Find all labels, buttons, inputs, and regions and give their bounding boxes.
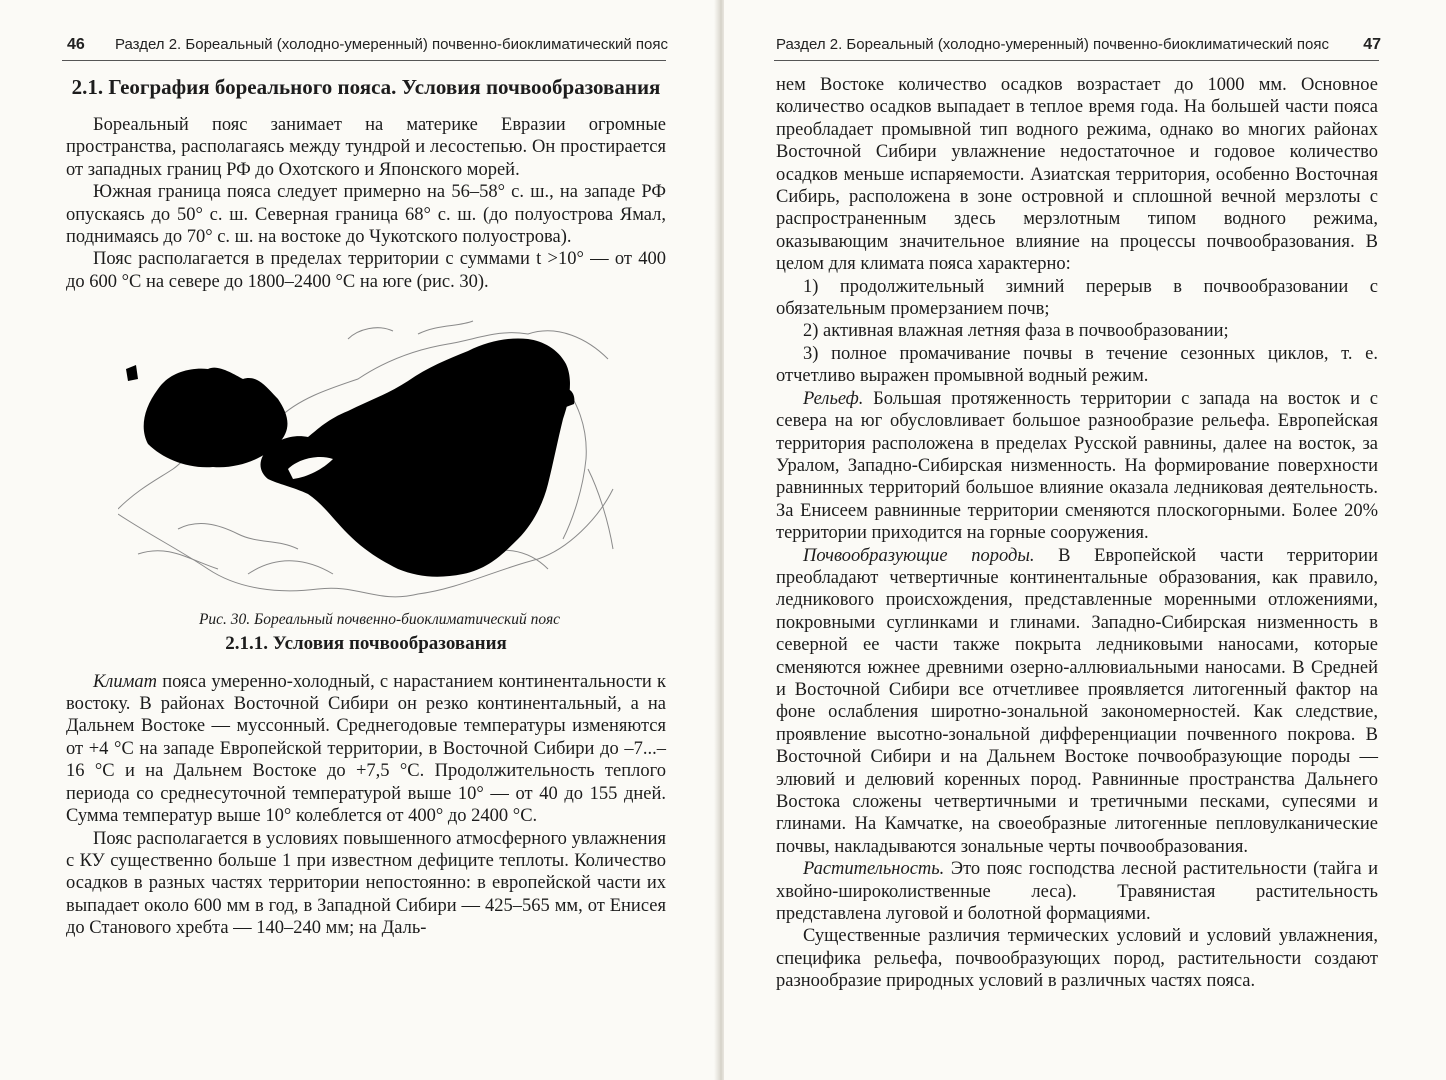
vegetation-lead: Растительность. [803, 859, 945, 880]
climate-text: пояса умеренно-холодный, с нарастанием континентальности к востоку. В районах Восточной Сибири он резко континентальный, а на Дальнем Востоке — муссонный. Среднегодовые температуры изменяются от +4 °С на западе Европейской территории, в Восточной Сибири до –7...–16 °С и на Дальнем Востоке до +7,5 °С. Продолжительность теплого периода со среднесуточной температурой выше 10° — от 40 до 155 дней. Сумма температур выше 10° колеблется от 400° до 2400 °С. [66, 671, 666, 827]
climate-lead: Климат [93, 671, 158, 692]
right-paragraph-final: Существенные различия термических условий и условий увлажнения, специфика рельефа, почвообразующих пород, растительности создают разнообразие природных условий в различных частях пояса. [776, 926, 1378, 992]
left-text-column [66, 74, 666, 940]
right-running-title: Раздел 2. Бореальный (холодно-умеренный) почвенно-биоклиматический пояс [776, 36, 1330, 53]
figure-caption: Рис. 30. Бореальный почвенно-биоклиматический пояс [198, 611, 561, 629]
left-paragraph-1: Бореальный пояс занимает на материке Евразии огромные пространства, располагаясь между тундрой и лесостепью. Он простирается от западных границ РФ до Охотского и Японского морей. [66, 115, 666, 180]
climate-list-item-2: 2) активная влажная летняя фаза в почвообразовании; [803, 321, 1229, 342]
right-page-number: 47 [1363, 36, 1381, 53]
rocks-lead: Почвообразующие породы. [803, 545, 1035, 566]
left-page-number: 46 [67, 36, 85, 53]
relief-lead: Рельеф. [803, 388, 864, 409]
rocks-text: В Европейской части территории преобладают четвертичные континентальные образования, как правило, ледникового происхождения, представленные моренными отложениями, покровными суглинками и глинами. Западно-Сибирская низменность в северной ее части также покрыта ледниковыми наносами, которые сменяются южнее древними озерно-аллювиальными наносами. В Средней и Восточной Сибири все отчетливее проявляется литогенный фактор на фоне ослабления широтно-зональной закономерностей. Как следствие, проявление высотно-зональной дифференциации почвенного покрова. В Восточной Сибири и на Дальнем Востоке почвообразующие породы — элювий и делювий коренных пород. Равнинные пространства Дальнего Востока сложены четвертичными и третичными песками, супесями и глинами. На Камчатке, на своеобразные литогенные пепловулканические почвы, накладываются зональные черты почвообразования. [776, 545, 1378, 857]
left-page [0, 0, 718, 1080]
climate-list-item-3: 3) полное промачивание почвы в течение сезонных циклов, т. е. отчетливо выражен промывной водный режим. [776, 343, 1378, 387]
left-paragraph-5: Пояс располагается в условиях повышенного атмосферного увлажнения с КУ существенно больше 1 при известном дефиците теплоты. Количество осадков в разных частях территории непостоянно: в европейской части их выпадает около 600 мм в год, в Западной Сибири — 425–565 мм, от Енисея до Станового хребта — 140–240 мм; на Даль- [66, 828, 666, 939]
climate-list-item-1: 1) продолжительный зимний перерыв в почвообразовании с обязательным промерзанием почв; [776, 276, 1378, 320]
subsection-title: 2.1.1. Условия почвообразования [225, 632, 507, 654]
boreal-belt-map [118, 319, 618, 609]
right-page [724, 0, 1446, 1080]
left-paragraph-2: Южная граница пояса следует примерно на 56–58° с. ш., на западе РФ опускаясь до 50° с. ш. Северная граница 68° с. ш. (до полуострова Ямал, поднимаясь до 70° с. ш. на востоке до Чукотского полуострова). [66, 182, 666, 248]
right-text-column [776, 74, 1378, 993]
left-header-rule [62, 60, 666, 61]
section-title: 2.1. География бореального пояса. Условия почвообразования [71, 75, 661, 99]
right-running-head [776, 36, 1381, 54]
right-paragraph-rocks [776, 545, 1378, 859]
relief-text: Большая протяженность территории с запада на восток и с севера на юг обусловливает большое разнообразие рельефа. Европейская территория расположена в пределах Русской равнины, далее на восток, за Уралом, Западно-Сибирская низменность. На формирование поверхности равнинных территорий большое влияние оказала ледниковая деятельность. За Енисеем равнинные территории сменяются плоскогорными. Более 20% территории приходится на горные сооружения. [776, 388, 1378, 544]
left-paragraph-4 [66, 671, 666, 828]
right-paragraph-1: нем Востоке количество осадков возрастает до 1000 мм. Основное количество осадков выпадает в теплое время года. На большей части пояса преобладает промывной тип водного режима, однако во многих районах Восточной Сибири увлажнение недостаточное и годовое количество осадков меньше испаряемости. Азиатская территория, особенно Восточная Сибирь, расположена в зоне островной и сплошной вечной мерзлоты с распространенным здесь мерзлотным типом водного режима, оказывающим значительное влияние на процессы почвообразования. В целом для климата пояса характерно: [776, 75, 1378, 275]
right-paragraph-vegetation [776, 858, 1378, 925]
left-running-title: Раздел 2. Бореальный (холодно-умеренный) почвенно-биоклиматический пояс [114, 36, 668, 53]
right-paragraph-relief [776, 388, 1378, 545]
left-paragraph-3: Пояс располагается в пределах территории с суммами t >10° — от 400 до 600 °С на севере до 1800–2400 °С на юге (рис. 30). [66, 249, 666, 292]
right-header-rule [774, 60, 1379, 61]
vegetation-text: Это пояс господства лесной растительности (тайга и хвойно-широколиственные леса). Травянистая растительность представлена луговой и болотной формациями. [776, 859, 1378, 925]
left-running-head [67, 36, 668, 54]
